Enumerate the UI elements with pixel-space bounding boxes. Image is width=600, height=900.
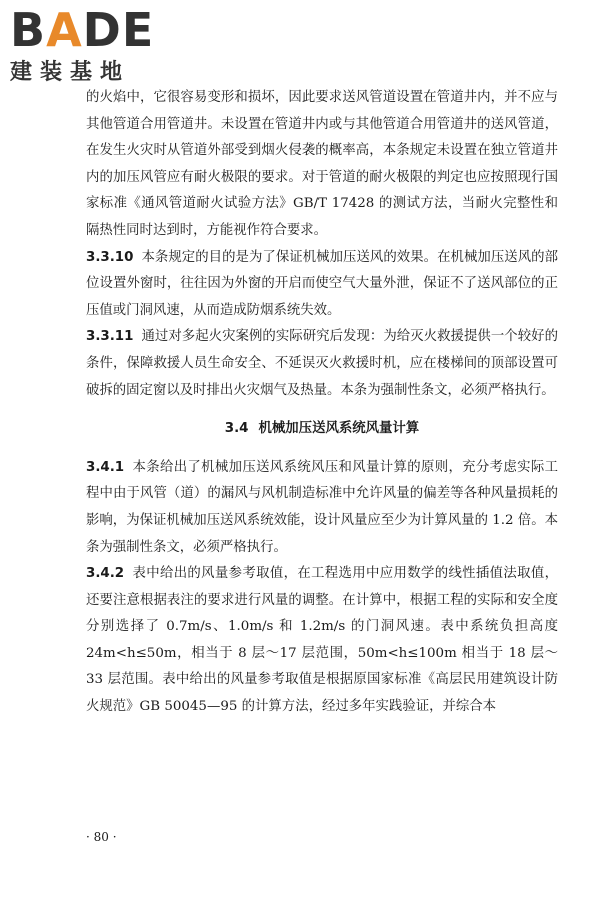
paragraph-continuation: 的火焰中，它很容易变形和损坏，因此要求送风管道设置在管道井内，并不应与其他管道合用管道井。未设置在管道井内或与其他管道合用管道井的送风管道，在发生火灾时从管道外部受到烟火侵袭的概率高，本条规定未设置在独立管道井内的加压风管应有耐火极限的要求。对于管道的耐火极限的判定也应按照现行国家标准《通风管道耐火试验方法》GB/T 17428 的测试方法，当耐火完整性和隔热性同时达到时，方能视作符合要求。	[86, 90, 558, 238]
paragraph-3-3-10: 3.3.10 本条规定的目的是为了保证机械加压送风的效果。在机械加压送风的部位设置外窗时，往往因为外窗的开启而使空气大量外泄，保证不了送风部位的正压值或门洞风速，从而造成防烟系统失效。	[86, 249, 558, 318]
section-heading	[86, 416, 558, 443]
bade-logo	[10, 3, 180, 94]
logo-subtitle: 建装基地	[10, 60, 131, 85]
clause-number: 3.4.2	[86, 566, 125, 582]
clause-number: 3.3.11	[86, 329, 134, 345]
document-body	[86, 85, 558, 721]
clause-number: 3.4.1	[86, 459, 125, 475]
page-number: · 80 ·	[86, 830, 117, 844]
section-number: 3.4	[224, 421, 249, 437]
page-footer	[0, 830, 600, 844]
paragraph-3-4-1: 3.4.1 本条给出了机械加压送风系统风压和风量计算的原则，充分考虑实际工程中由于风管（道）的漏风与风机制造标准中允许风量的偏差等各种风量损耗的影响，为保证机械加压送风系统效能，设计风量应至少为计算风量的 1.2 倍。本条为强制性条文，必须严格执行。	[86, 459, 558, 555]
logo-brand-text: BADE	[10, 3, 155, 57]
paragraph-3-3-11: 3.3.11 通过对多起火灾案例的实际研究后发现：为给灭火救援提供一个较好的条件，保障救援人员生命安全、不延误灭火救援时机，应在楼梯间的顶部设置可破拆的固定窗以及时排出火灾烟气及热量。本条为强制性条文，必须严格执行。	[86, 329, 558, 398]
section-title-text: 机械加压送风系统风量计算	[258, 421, 420, 437]
paragraph-3-4-2: 3.4.2 表中给出的风量参考取值，在工程选用中应用数学的线性插值法取值，还要注意根据表注的要求进行风量的调整。在计算中，根据工程的实际和安全度分别选择了 0.7m/s、1.0m/s 和 1.2m/s 的门洞风速。表中系统负担高度 24m<h≤50m，相当于 8 层～17 层范围，50m<h≤100m 相当于 18 层～33 层范围。表中给出的风量参考取值是根据原国家标准《高层民用建筑设计防火规范》GB 50045—95 的计算方法，经过多年实践验证，并综合本	[86, 566, 558, 715]
clause-number: 3.3.10	[86, 249, 134, 265]
